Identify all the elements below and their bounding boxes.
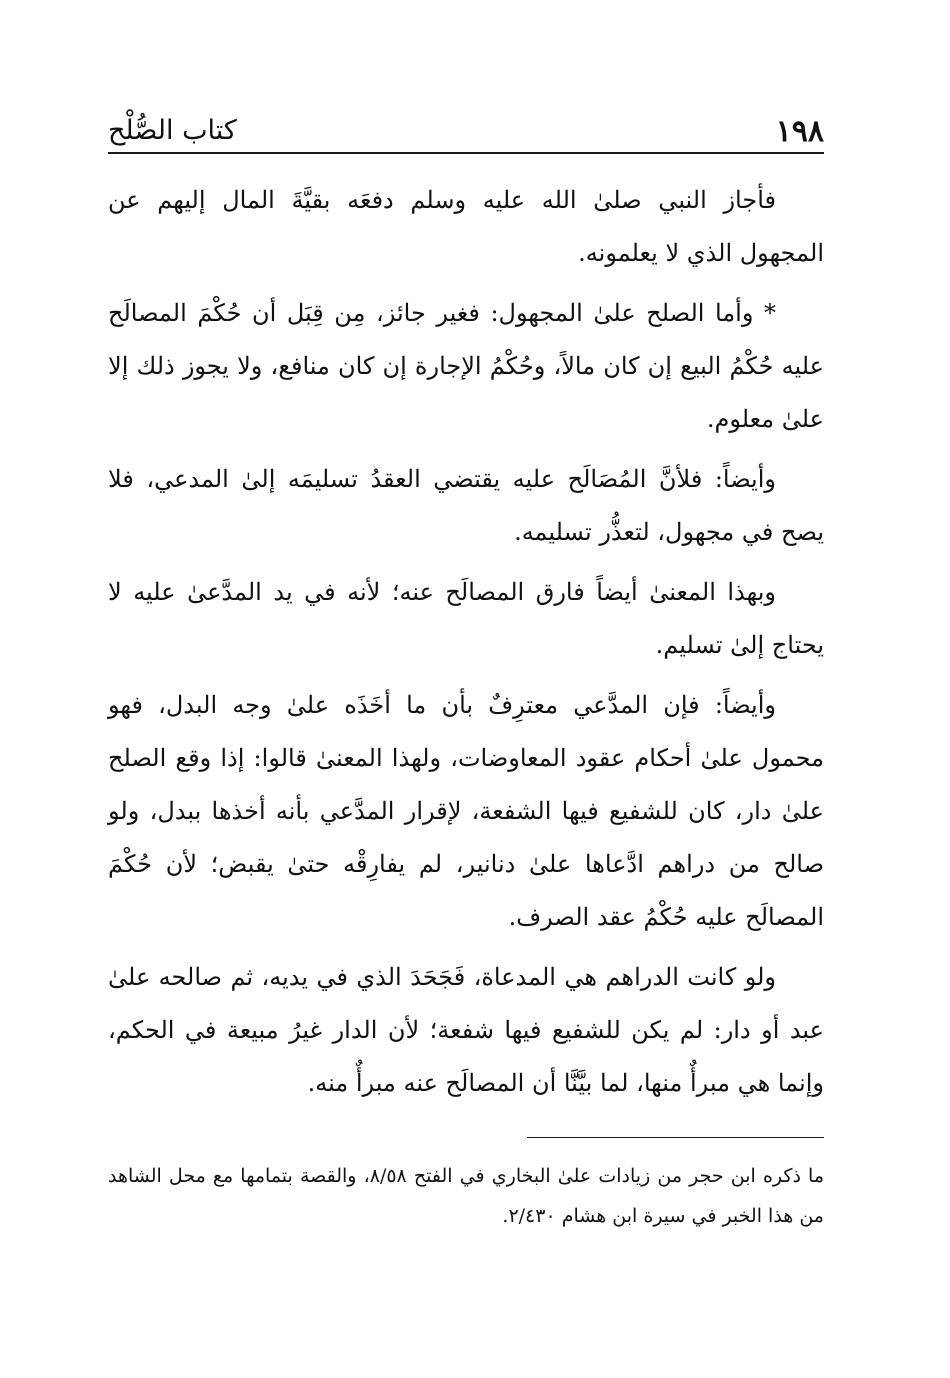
main-text xyxy=(108,174,824,1117)
page-number: ١٩٨ xyxy=(775,114,824,149)
footnote-rule xyxy=(527,1137,824,1138)
paragraph-6: ولو كانت الدراهم هي المدعاة، فَجَحَدَ الذي في يديه، ثم صالحه علىٰ عبد أو دار: لم يكن للشفيع فيها شفعة؛ لأن الدار غيرُ مبيعة في الحكم، وإنما هي مبرأٌ منها، لما بيَّنَّا أن المصالَح عنه مبرأٌ منه. xyxy=(108,963,824,1097)
paragraph-2: * وأما الصلح علىٰ المجهول: فغير جائز، مِن قِبَل أن حُكْمَ المصالَح عليه حُكْمُ البيع إن كان مالاً، وحُكْمُ الإجارة إن كان منافع، ولا يجوز ذلك إلا علىٰ معلوم. xyxy=(108,299,824,433)
header-rule xyxy=(108,152,824,154)
footnote: ما ذكره ابن حجر من زيادات علىٰ البخاري في الفتح ٨/٥٨، والقصة بتمامها مع محل الشاهد من هذا الخبر في سيرة ابن هشام ٢/٤٣٠. xyxy=(108,1165,824,1227)
paragraph-3: وأيضاً: فلأنَّ المُصَالَح عليه يقتضي العقدُ تسليمَه إلىٰ المدعي، فلا يصح في مجهول، لتعذُّر تسليمه. xyxy=(108,465,824,546)
paragraph-4: وبهذا المعنىٰ أيضاً فارق المصالَح عنه؛ لأنه في يد المدَّعىٰ عليه لا يحتاج إلىٰ تسليم. xyxy=(108,578,824,659)
page-header xyxy=(108,108,824,154)
paragraph-1: فأجاز النبي صلىٰ الله عليه وسلم دفعَه بقيَّةَ المال إليهم عن المجهول الذي لا يعلمونه. xyxy=(108,186,824,267)
running-title: كتاب الصُّلْح xyxy=(108,115,237,146)
paragraph-5: وأيضاً: فإن المدَّعي معترِفٌ بأن ما أخَذَه علىٰ وجه البدل، فهو محمول علىٰ أحكام عقود المعاوضات، ولهذا المعنىٰ قالوا: إذا وقع الصلح علىٰ دار، كان للشفيع فيها الشفعة، لإقرار المدَّعي بأنه أخذها ببدل، ولو صالح من دراهم ادَّعاها علىٰ دنانير، لم يفارِقْه حتىٰ يقبض؛ لأن حُكْمَ المصالَح عليه حُكْمُ عقد الصرف. xyxy=(108,691,824,931)
